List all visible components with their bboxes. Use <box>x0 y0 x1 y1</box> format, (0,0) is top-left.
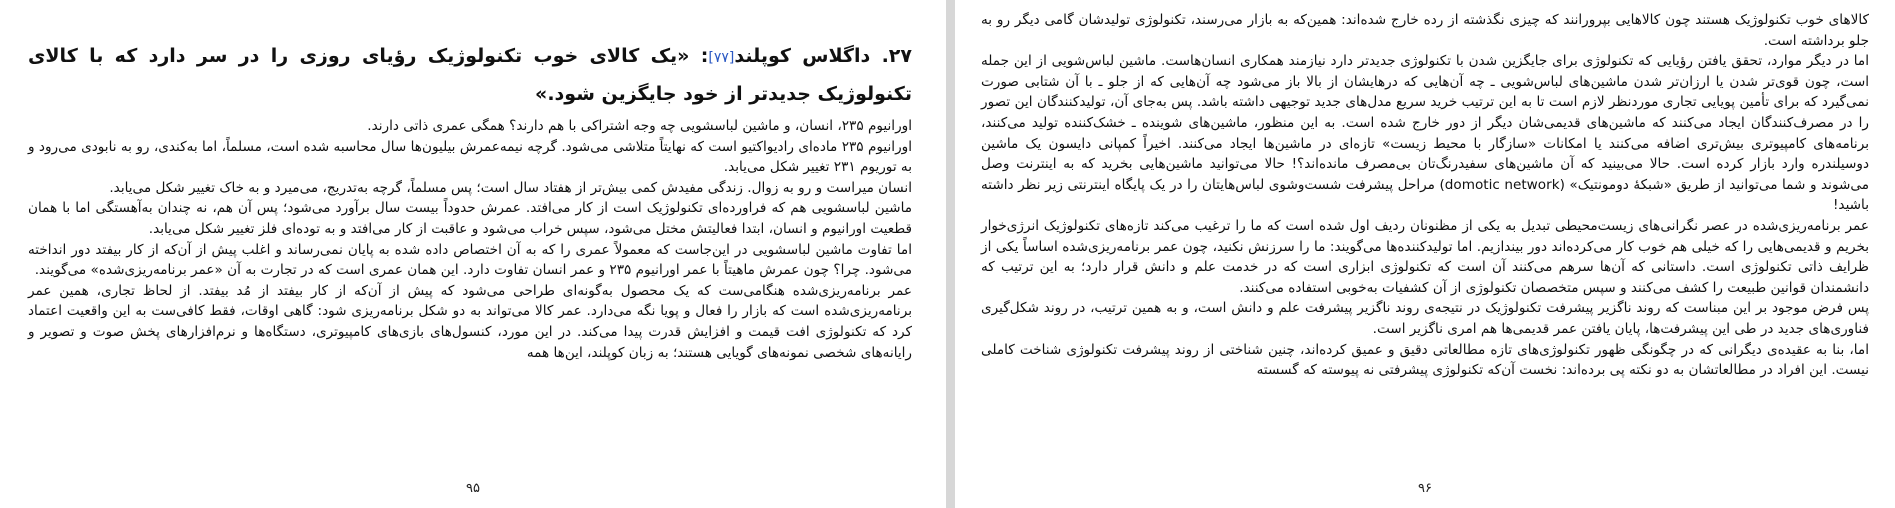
paragraph: ماشین لباسشویی هم که فراورده‌ای تکنولوژیک است از کار می‌افتد. عمرش حدوداً بیست سال برآورد می‌شود؛ پس آن هم، نه چندان به‌آهستگی اما با همان قطعیت اورانیوم و انسان، ابتدا فعالیتش مختل می‌شود، سپس خراب می‌شود و عاقبت از کار می‌افتد و به توده‌ای فلز تغییر شکل می‌یابد. <box>28 200 912 237</box>
paragraph: پس فرض موجود بر این مبناست که روند ناگزیر پیشرفت تکنولوژیک در نتیجه‌ی روند ناگزیر پیشرفت علم و دانش است، و به همین ترتیب، در روند شکل‌گیری فناوری‌های جدید در طی این پیشرفت‌ها، پایان یافتن عمر قدیمی‌ها هم امری ناگزیر است. <box>981 300 1869 337</box>
paragraph: اورانیوم ۲۳۵ ماده‌ای رادیواکتیو است که نهایتاً متلاشی می‌شود. گرچه نیمه‌عمرش بیلیون‌ها سال محاسبه شده است، مسلماً، اما به‌کندی، رو به نابودی می‌رود و به توریوم ۲۳۱ تغییر شکل می‌یابد. <box>28 138 912 176</box>
page-number: ۹۶ <box>1418 481 1432 496</box>
paragraph: اما تفاوت ماشین لباسشویی در این‌جاست که معمولاً عمری را که به آن اختصاص داده شده به پایان نمی‌رساند و اغلب پیش از آن‌که از کار بیفتد دور انداخته می‌شود. چرا؟ چون عمرش ماهیتاً با عمر اورانیوم ۲۳۵ و عمر انسان تفاوت دارد. این همان عمری است که در تجارت به آن «عمر برنامه‌ریزی‌شده» می‌گویند. <box>28 241 912 279</box>
paragraph: کالاهای خوب تکنولوژیک هستند چون کالاهایی بپرورانند که چیزی نگذشته از رده خارج شده‌اند: همین‌که به بازار می‌رسند، تکنولوژی تولیدشان گامی دیگر رو به جلو برداشته است. <box>981 12 1869 49</box>
left-page <box>0 0 946 508</box>
paragraph: اما، بنا به عقیده‌ی دیگرانی که در چگونگی ظهور تکنولوژی‌های تازه مطالعاتی دقیق و عمیق کرده‌اند، چنین شناختی از روند پیشرفت تکنولوژی شناخت کاملی نیست. این افراد در مطالعاتشان به دو نکته پی برده‌اند: نخست آن‌که تکنولوژی پیشرفتی نه پیوسته که گسسته <box>981 341 1869 379</box>
left-page-content <box>28 38 912 363</box>
paragraph: اما در دیگر موارد، تحقق یافتن رؤیایی که تکنولوژی برای جایگزین شدن با تکنولوژی جدیدتر دارد نیازمند همکاری انسان‌هاست. ماشین لباس‌شویی از این جمله است، چون قوی‌تر شدن یا ارزان‌تر شدن ماشین‌های لباس‌شویی ـ چه آن‌هایی که درهایشان از بالا باز می‌شود چه آن‌هایی که از جلو ـ با آن شتابی صورت نمی‌گیرد که برای تأمین پویایی تجاری موردنظر لازم است تا به این ترتیب خرید سریع مدل‌های جدید توجیهی داشته باشد. پس به‌جای آن، تولیدکنندگان این تصور را در مصرف‌کنندگان ایجاد می‌کنند که ماشین‌های قدیمی‌شان دیگر از دور خارج شده است. به این منظور، ماشین‌های شوینده ـ خشک‌کننده تولید می‌کنند، برنامه‌های کامپیوتری بیش‌تری اضافه می‌کنند یا امکانات «سازگار با محیط زیست» تازه‌ای در ماشین‌ها ایجاد می‌کنند. اخیراً کمپانی دایسون یک ماشین دوسیلندره وارد بازار کرده است. حالا می‌بینید که آن ماشین‌های سفیدرنگ‌تان بی‌مصرف مانده‌اند؟! حالا می‌توانید ماشین‌هایی بخرید که به اینترنت وصل می‌شوند و شما می‌توانید از طریق «شبکهٔ دومونتیک» (domotic network) مراحل پیشرفت شست‌وشوی لباس‌هایتان را در یک پایگاه اینترنتی زیر نظر داشته باشید! <box>981 53 1869 214</box>
paragraph: اورانیوم ۲۳۵، انسان، و ماشین لباسشویی چه وجه اشتراکی با هم دارند؟ همگی عمری ذاتی دارند. <box>367 118 912 134</box>
right-page <box>955 0 1895 508</box>
paragraph: عمر برنامه‌ریزی‌شده هنگامی‌ست که یک محصول به‌گونه‌ای طراحی می‌شود که پیش از آن‌که از کار بیفتد از مُد بیفتد. از لحاظ تجاری، همین عمر برنامه‌ریزی‌شده است که بازار را فعال و پویا نگه می‌دارد. عمر کالا می‌تواند به دو شکل برنامه‌ریزی شود: گاهی اوقات، فقط کافی‌ست به این واقعیت اعتماد کرد که تکنولوژی افت قیمت و افزایش قدرت پیدا می‌کند. در این مورد، کنسول‌های بازی‌های کامپیوتری، دستگاه‌ها و نرم‌افزارهای پخش صوت و تصویر و رایانه‌های شخصی نمونه‌های گویایی هستند؛ به زبان کوپلند، این‌ها همه <box>28 282 912 361</box>
paragraph: انسان میراست و رو به زوال. زندگی مفیدش کمی بیش‌تر از هفتاد سال است؛ پس مسلماً، گرچه به‌تدریج، می‌میرد و به خاک تغییر شکل می‌یابد. <box>109 179 912 196</box>
page-number: ۹۵ <box>466 481 480 496</box>
paragraph: عمر برنامه‌ریزی‌شده در عصر نگرانی‌های زیست‌محیطی تبدیل به یکی از مظنونان ردیف اول شده است که ما را ترغیب می‌کند تازه‌های تکنولوژیک انرژی‌خوار بخریم و قدیمی‌هایی را که خیلی هم خوب کار می‌کرده‌اند دور بیندازیم. اما تولیدکننده‌ها می‌گویند: ما را سرزنش نکنید، چون عمر برنامه‌ریزی‌شده اساساً یکی از ظرایف ذاتی تکنولوژی است. داستانی که آن‌ها سرهم می‌کنند آن است که تکنولوژی ابزاری است که در خدمت علم و دانش قرار دارد؛ به این ترتیب که دانشمندان قوانین طبیعت را کشف می‌کنند و سپس متخصصان تکنولوژی از آن کشفیات به‌خوبی استفاده می‌کنند. <box>981 217 1869 296</box>
section-heading <box>28 38 912 112</box>
heading-author: داگلاس کوپلند <box>734 45 871 67</box>
heading-quote: : «یک کالای خوب تکنولوژیک رؤیای روزی را در سر دارد که با کالای تکنولوژیک جدیدتر از خود جایگزین شود.» <box>28 45 912 105</box>
heading-number: ۲۷. <box>881 45 912 67</box>
footnote-link[interactable]: [۷۷] <box>708 50 735 66</box>
right-page-content <box>981 10 1869 381</box>
page-gutter <box>946 0 955 508</box>
